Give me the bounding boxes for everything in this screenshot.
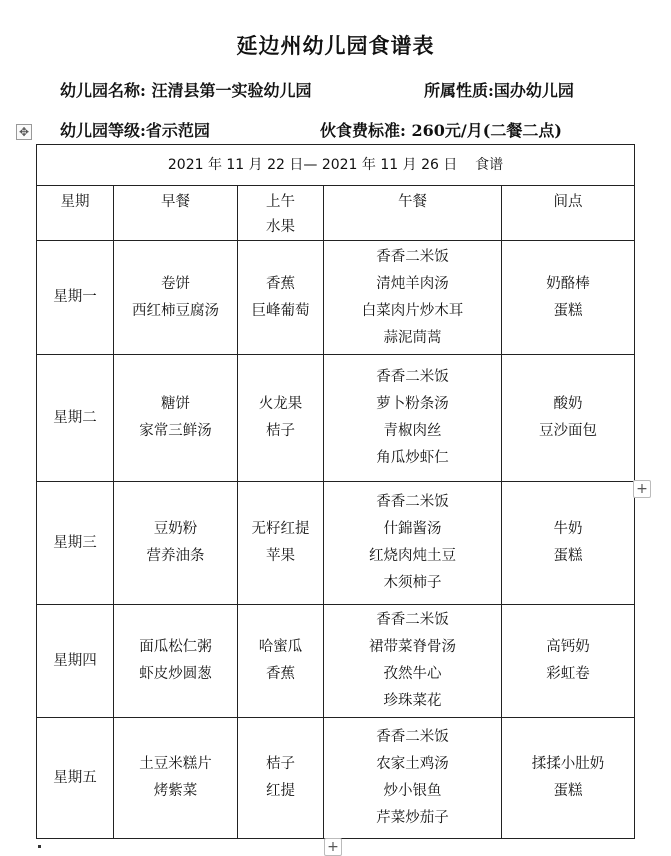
header-label: 午餐: [398, 194, 427, 210]
add-row-icon[interactable]: +: [324, 838, 342, 856]
snack-item: 蛋糕: [553, 302, 583, 319]
breakfast-cell: [114, 482, 238, 605]
day-label: 星期五: [53, 769, 97, 786]
fruit-cell: [238, 241, 324, 355]
fruit-item: 香蕉: [266, 275, 295, 292]
snack-item: 蛋糕: [553, 548, 583, 564]
lunch-item: 什錦酱汤: [383, 521, 442, 537]
header-label: 星期: [60, 194, 90, 210]
header-label: 水果: [266, 219, 295, 235]
fruit-cell: [238, 355, 324, 482]
breakfast-item: 面瓜松仁粥: [139, 639, 212, 655]
kindergarten-level-label: 幼儿园等级:: [60, 121, 146, 140]
menu-table: [36, 144, 635, 839]
fruit-item: 火龙果: [258, 396, 303, 412]
table-row: [37, 482, 635, 605]
snack-cell: [502, 241, 635, 355]
day-cell: [37, 482, 114, 605]
breakfast-item: 卷饼: [161, 275, 190, 292]
lunch-item: 芹菜炒茄子: [376, 810, 449, 826]
lunch-cell: [324, 241, 502, 355]
breakfast-cell: [114, 355, 238, 482]
breakfast-cell: [114, 718, 238, 839]
snack-item: 高钙奶: [546, 639, 590, 655]
lunch-item: 蒜泥茼蒿: [383, 329, 442, 346]
lunch-item: 角瓜炒虾仁: [376, 450, 449, 466]
fruit-item: 红提: [266, 783, 295, 799]
snack-item: 豆沙面包: [539, 423, 598, 439]
snack-cell: [502, 482, 635, 605]
kindergarten-level: [60, 118, 210, 141]
lunch-item: 裙带菜脊骨汤: [369, 639, 456, 655]
snack-cell: [502, 605, 635, 718]
breakfast-item: 虾皮炒圆葱: [139, 666, 212, 682]
day-label: 星期四: [53, 652, 97, 669]
day-cell: [37, 241, 114, 355]
fruit-cell: [238, 718, 324, 839]
lunch-item: 木须柿子: [383, 575, 442, 591]
fruit-item: 巨峰葡萄: [251, 302, 310, 319]
fruit-cell: [238, 482, 324, 605]
fruit-item: 桔子: [266, 423, 295, 439]
snack-cell: [502, 355, 635, 482]
breakfast-item: 土豆米糕片: [139, 756, 212, 772]
header-cell: [114, 186, 238, 241]
snack-item: 彩虹卷: [546, 666, 590, 682]
lunch-item: 萝卜粉条汤: [376, 396, 449, 412]
lunch-item: 香香二米饭: [376, 612, 449, 628]
kindergarten-name: [60, 78, 312, 101]
breakfast-cell: [114, 605, 238, 718]
lunch-item: 清炖羊肉汤: [376, 275, 449, 292]
meal-fee-label: 伙食费标准:: [320, 121, 406, 140]
header-cell: [238, 186, 324, 241]
meal-fee: [320, 118, 562, 141]
day-cell: [37, 355, 114, 482]
lunch-item: 珍珠菜花: [383, 693, 442, 709]
kindergarten-name-label: 幼儿园名称:: [60, 81, 146, 100]
lunch-item: 香香二米饭: [376, 494, 449, 510]
date-suffix: 食谱: [475, 156, 504, 173]
lunch-item: 白菜肉片炒木耳: [361, 302, 464, 319]
date-range: 2021 年 11 月 22 日— 2021 年 11 月 26 日: [167, 156, 458, 173]
date-range-cell: [37, 145, 635, 186]
header-cell: [37, 186, 114, 241]
kindergarten-nature-label: 所属性质:: [424, 81, 494, 100]
table-row: [37, 355, 635, 482]
table-row: [37, 605, 635, 718]
day-cell: [37, 718, 114, 839]
breakfast-item: 家常三鲜汤: [139, 423, 212, 439]
lunch-item: 香香二米饭: [376, 729, 449, 745]
fruit-item: 苹果: [266, 548, 295, 564]
lunch-item: 香香二米饭: [376, 369, 449, 385]
header-cell: [502, 186, 635, 241]
fruit-item: 哈蜜瓜: [258, 639, 303, 655]
day-label: 星期三: [53, 534, 97, 551]
table-move-icon[interactable]: ✥: [16, 124, 32, 140]
cursor-mark: [38, 845, 41, 848]
lunch-item: 青椒肉丝: [383, 423, 442, 439]
lunch-cell: [324, 482, 502, 605]
add-column-icon[interactable]: +: [633, 480, 651, 498]
day-cell: [37, 605, 114, 718]
snack-item: 揉揉小肚奶: [531, 756, 605, 772]
snack-item: 牛奶: [553, 521, 583, 537]
day-label: 星期一: [53, 289, 97, 305]
lunch-cell: [324, 355, 502, 482]
lunch-cell: [324, 605, 502, 718]
snack-item: 蛋糕: [553, 783, 583, 799]
breakfast-item: 烤紫菜: [153, 783, 198, 799]
fruit-cell: [238, 605, 324, 718]
lunch-item: 孜然牛心: [383, 666, 442, 682]
breakfast-item: 西红柿豆腐汤: [132, 302, 219, 319]
lunch-item: 农家土鸡汤: [376, 756, 449, 772]
kindergarten-level-value: 省示范园: [145, 121, 210, 140]
fruit-item: 无籽红提: [251, 521, 310, 537]
header-label: 间点: [553, 194, 583, 210]
breakfast-item: 豆奶粉: [153, 521, 198, 537]
lunch-cell: [324, 718, 502, 839]
day-label: 星期二: [53, 409, 97, 426]
table-row: [37, 718, 635, 839]
header-label: 早餐: [161, 194, 190, 210]
table-row: [37, 241, 635, 355]
lunch-item: 香香二米饭: [376, 248, 449, 265]
snack-item: 酸奶: [553, 396, 583, 412]
kindergarten-nature-value: 国办幼儿园: [493, 81, 574, 100]
lunch-item: 红烧肉炖土豆: [369, 548, 456, 564]
fruit-item: 香蕉: [266, 666, 295, 682]
breakfast-item: 营养油条: [146, 548, 205, 564]
snack-item: 奶酪棒: [546, 275, 590, 292]
page-title: 延边州幼儿园食谱表: [236, 33, 435, 58]
meal-fee-value: 260元/月(二餐二点): [411, 121, 562, 140]
kindergarten-nature: [424, 78, 574, 101]
header-cell: [324, 186, 502, 241]
lunch-item: 炒小银鱼: [383, 783, 442, 799]
fruit-item: 桔子: [266, 756, 295, 772]
header-label: 上午: [266, 194, 295, 210]
snack-cell: [502, 718, 635, 839]
breakfast-cell: [114, 241, 238, 355]
kindergarten-name-value: 汪清县第一实验幼儿园: [151, 81, 312, 100]
breakfast-item: 糖饼: [161, 396, 190, 412]
